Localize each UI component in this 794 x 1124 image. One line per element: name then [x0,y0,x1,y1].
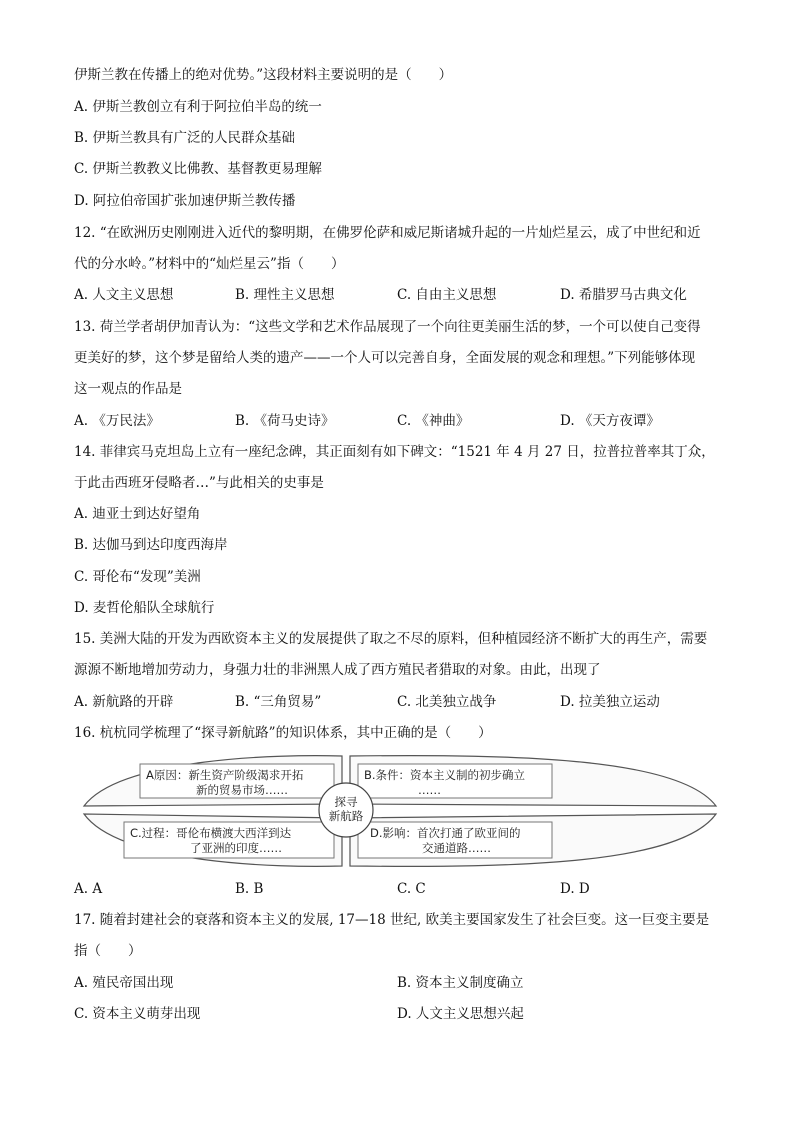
q12-stem-line2: 代的分水岭。”材料中的“灿烂星云”指（ ） [74,256,345,272]
q13-option-b: B. 《荷马史诗》 [235,413,335,429]
diagram-box-a-line1: A原因：新生资产阶级渴求开拓 [146,768,304,782]
q11-option-b: B. 伊斯兰教具有广泛的人民群众基础 [74,130,296,146]
q12-option-a: A. 人文主义思想 [74,287,174,303]
q16-option-d: D. D [560,881,590,897]
diagram-box-d-line2: 交通道路…… [422,841,491,855]
q16-stem: 16. 杭杭同学梳理了“探寻新航路”的知识体系，其中正确的是（ ） [74,725,492,741]
diagram-box-a-line2: 新的贸易市场…… [196,783,288,797]
q17-option-a: A. 殖民帝国出现 [74,975,174,991]
q17-option-c: C. 资本主义萌芽出现 [74,1006,201,1022]
q11-option-d: D. 阿拉伯帝国扩张加速伊斯兰教传播 [74,193,296,209]
diagram-center-line1: 探寻 [334,795,358,809]
q15-option-c: C. 北美独立战争 [397,694,497,710]
q14-option-b: B. 达伽马到达印度西海岸 [74,537,228,553]
q12-stem-line1: 12. “在欧洲历史刚刚进入近代的黎明期，在佛罗伦萨和威尼斯诸城升起的一片灿烂星云，成了中世纪和近 [74,225,701,241]
diagram-box-d-line1: D.影响：首次打通了欧亚间的 [370,826,521,840]
q11-option-a: A. 伊斯兰教创立有利于阿拉伯半岛的统一 [74,99,322,115]
q13-stem-line1: 13. 荷兰学者胡伊加青认为：“这些文学和艺术作品展现了一个向往更美丽生活的梦，一个可以使自己变得 [74,319,701,335]
q11-option-c: C. 伊斯兰教教义比佛教、基督教更易理解 [74,161,322,177]
q14-option-c: C. 哥伦布“发现”美洲 [74,569,201,585]
q14-option-a: A. 迪亚士到达好望角 [74,506,201,522]
diagram-box-b-line2: …… [418,783,441,797]
diagram-center-line2: 新航路 [328,809,364,823]
q12-option-b: B. 理性主义思想 [235,287,335,303]
q13-option-c: C. 《神曲》 [397,413,470,429]
q15-stem-line1: 15. 美洲大陆的开发为西欧资本主义的发展提供了取之不尽的原料，但种植园经济不断扩大的再生产，需要 [74,631,708,647]
q14-option-d: D. 麦哲伦船队全球航行 [74,600,215,616]
q16-option-c: C. C [397,881,426,897]
diagram-shape [80,748,720,874]
q13-option-a: A. 《万民法》 [74,413,160,429]
diagram-box-b-line1: B.条件：资本主义制的初步确立 [364,768,526,782]
q17-option-b: B. 资本主义制度确立 [397,975,524,991]
q12-option-d: D. 希腊罗马古典文化 [560,287,687,303]
q17-stem-line2: 指（ ） [74,943,142,959]
q13-stem-line3: 这一观点的作品是 [74,381,182,397]
q14-stem-line2: 于此击西班牙侵略者…”与此相关的史事是 [74,475,324,491]
q16-option-b: B. B [235,881,264,897]
q15-option-b: B. “三角贸易” [235,694,322,710]
q17-stem-line1: 17. 随着封建社会的衰落和资本主义的发展, 17—18 世纪, 欧美主要国家发生了社会巨变。这一巨变主要是 [74,912,710,928]
q15-option-a: A. 新航路的开辟 [74,694,174,710]
q15-option-d: D. 拉美独立运动 [560,694,660,710]
q14-stem-line1: 14. 菲律宾马克坦岛上立有一座纪念碑，其正面刻有如下碑文：“1521 年 4 月 27 日，拉普拉普率其丁众， [74,444,715,460]
q17-option-d: D. 人文主义思想兴起 [397,1006,524,1022]
q13-stem-line2: 更美好的梦，这个梦是留给人类的遗产——一个人可以完善自身，全面发展的观念和理想。”下列能够体现 [74,350,696,366]
diagram-box-c-line2: 了亚洲的印度…… [190,841,282,855]
q12-option-c: C. 自由主义思想 [397,287,497,303]
q11-stem: 伊斯兰教在传播上的绝对优势。”这段材料主要说明的是（ ） [74,67,453,83]
q13-option-d: D. 《天方夜谭》 [560,413,660,429]
q16-option-a: A. A [74,881,103,897]
diagram-box-c-line1: C.过程：哥伦布横渡大西洋到达 [130,826,292,840]
new-route-knowledge-diagram [80,748,720,874]
q15-stem-line2: 源源不断地增加劳动力，身强力壮的非洲黑人成了西方殖民者猎取的对象。由此，出现了 [74,662,601,678]
